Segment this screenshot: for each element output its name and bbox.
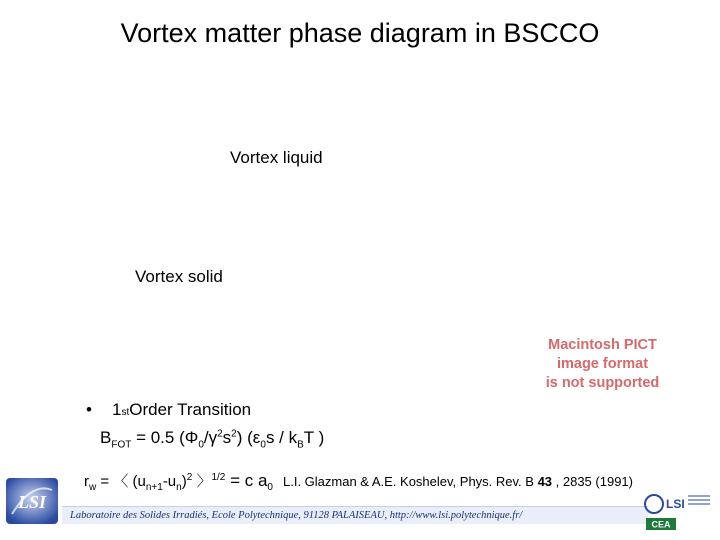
formula-part: n [176, 482, 182, 493]
citation-prefix: L.I. Glazman & A.E. Koshelev, Phys. Rev. B [282, 474, 538, 489]
pict-line: image format [556, 356, 649, 372]
pict-placeholder [540, 336, 665, 393]
formula-part: 2 [217, 428, 223, 440]
formula-part: -u [162, 473, 177, 490]
formula-part: 1/2 [211, 472, 226, 483]
bullet-first-order [86, 400, 251, 420]
citation [283, 474, 633, 489]
formula-bfot [100, 428, 324, 450]
formula-part: T ) [303, 428, 325, 447]
formula-part: 2 [186, 472, 193, 483]
formula-part: = c a [225, 471, 268, 490]
formula-part: w [89, 482, 97, 493]
formula-part: s [222, 428, 232, 447]
formula-part: n+1 [145, 482, 163, 493]
logo-cea-text: CEA [651, 519, 671, 530]
bullet-text: Order Transition [129, 400, 252, 419]
formula-part: s / k [265, 428, 298, 447]
formula-part: 0 [267, 482, 273, 493]
formula-part: FOT [111, 439, 132, 451]
logo-left-text: LSI [17, 492, 47, 512]
citation-suffix: , 2835 (1991) [552, 474, 633, 489]
lsi-cea-logo-right [640, 488, 712, 532]
formula-part: 0 [198, 439, 204, 451]
vortex-liquid-label: Vortex liquid [230, 148, 323, 167]
slide-title: Vortex matter phase diagram in BSCCO [120, 18, 600, 48]
formula-part: ) [181, 473, 187, 490]
formula-part: B [297, 439, 304, 451]
formula-part: Φ [184, 428, 199, 447]
formula-part: = 0.5 ( [131, 428, 185, 447]
formula-part: 0 [260, 439, 266, 451]
formula-part: r [84, 473, 89, 490]
bullet-symbol: • [86, 400, 92, 419]
footer-address: Laboratoire des Solides Irradiés, Ecole Polytechnique, 91128 PALAISEAU, http://www.lsi.polytechnique.fr/ [62, 506, 648, 524]
formula-part: / [203, 428, 209, 447]
formula-part: ) ( [236, 428, 253, 447]
bullet-ordinal: 1 [112, 400, 122, 419]
formula-part: = 〈 (u [96, 473, 146, 490]
formula-part: γ [208, 428, 218, 447]
logo-right-text: LSI [666, 497, 685, 511]
formula-part: 〉 [192, 473, 212, 490]
pict-line: is not supported [545, 375, 660, 391]
vortex-solid-label: Vortex solid [135, 267, 223, 286]
formula-part: 2 [231, 428, 237, 440]
formula-part: B [100, 428, 112, 447]
bullet-ordinal-suffix: st [121, 407, 130, 418]
lsi-logo-left [4, 476, 60, 526]
citation-volume: 43 [537, 474, 553, 489]
formula-part: ε [252, 428, 261, 447]
formula-rw [84, 470, 633, 493]
formula-rw-body [84, 470, 273, 493]
pict-line: Macintosh PICT [548, 337, 657, 353]
